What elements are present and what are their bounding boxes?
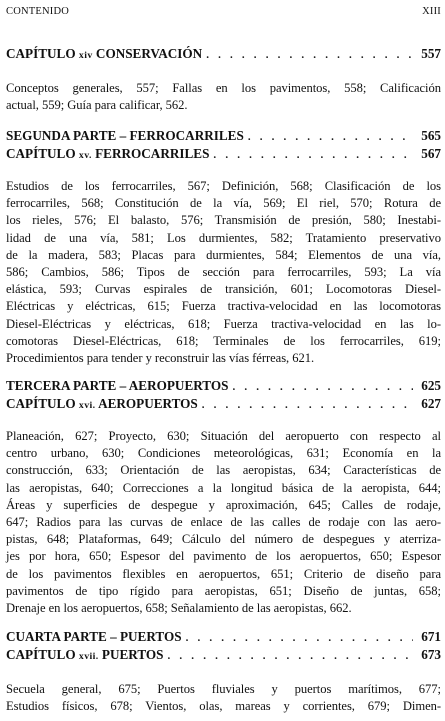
toc-entry-title: CUARTA PARTE – PUERTOS <box>6 629 182 644</box>
dot-leader <box>202 397 413 414</box>
toc-entry-title: CAPÍTULO xiv CONSERVACIÓN <box>6 46 203 61</box>
toc-paragraph-cap16: Planeación, 627; Proyecto, 630; Situación del aeropuerto con respecto al centro urbano, 630; Condiciones meteorológicas, 631; Economía en la construcción, 633; Orientación de las aeropistas, 634; Características de las aeropistas, 640; Correcciones a la longitud básica de la aeropista, 644; Áreas y superficies de despegue y aproximación, 645; Calles de rodaje, 647; Radios para las curvas de enlace de las calles de rodaje con las aero- pistas, 648; Plataformas, 649; Cálculo del número de despegues y aterriza- jes por hora, 650; Espesor del pavimento de los aeropuertos, 650; Espesor de los pavimentos flexibles en aeropuertos, 651; Criterio de diseño para pavimentos de tipo rígido para aeropistas, 651; Diseño de juntas, 658; Drenaje en los aeropuertos, 658; Señalamiento de las aeropistas, 662. <box>6 429 441 615</box>
dot-leader <box>206 47 413 64</box>
toc-entry-parte2[interactable] <box>6 127 441 144</box>
dot-leader <box>248 129 413 146</box>
toc-entry-cap15[interactable] <box>6 145 441 162</box>
toc-entry-title: CAPÍTULO xv. FERROCARRILES <box>6 146 210 161</box>
toc-entry-cap16[interactable] <box>6 395 441 412</box>
toc-entry-page: 671 <box>421 629 441 644</box>
dot-leader <box>232 379 413 396</box>
toc-entry-page: 625 <box>421 378 441 393</box>
toc-entry-title: CAPÍTULO xvi. AEROPUERTOS <box>6 396 198 411</box>
toc-entry-title: SEGUNDA PARTE – FERROCARRILES <box>6 128 244 143</box>
toc-entry-page: 565 <box>421 128 441 143</box>
running-head <box>6 6 441 20</box>
toc-entry-page: 567 <box>421 146 441 161</box>
toc-paragraph-cap14: Conceptos generales, 557; Fallas en los pavimentos, 558; Calificación actual, 559; Guía para calificar, 562. <box>6 81 441 113</box>
toc-entry-parte4[interactable] <box>6 628 441 645</box>
dot-leader <box>213 147 413 164</box>
toc-entry-page: 627 <box>421 396 441 411</box>
toc-entry-cap14[interactable] <box>6 45 441 62</box>
running-head-title: CONTENIDO <box>6 6 70 17</box>
dot-leader <box>168 648 414 665</box>
toc-entry-cap17[interactable] <box>6 646 441 663</box>
page-number-roman: XIII <box>422 6 441 17</box>
dot-leader <box>186 630 413 647</box>
toc-entry-title: CAPÍTULO xvii. PUERTOS <box>6 647 164 662</box>
toc-entry-parte3[interactable] <box>6 377 441 394</box>
toc-paragraph-cap15: Estudios de los ferrocarriles, 567; Definición, 568; Clasificación de los ferrocarriles, 568; Constitución de la vía, 569; El riel, 570; Rotura de los rieles, 576; El balasto, 576; Transmisión de presión, 580; Inestabi- lidad de una vía, 581; Los durmientes, 582; Tratamiento preservativo de la madera, 583; Placas para durmientes, 584; Elementos de una vía, 586; Cambios, 586; Tipos de sección para ferrocarriles, 593; La vía elástica, 593; Curvas espirales de transición, 601; Locomotoras Diesel- Eléctricas y eléctricas, 615; Fuerza tractiva-velocidad en las locomotoras Diesel-Eléctricas y eléctricas, 618; Fuerza tractiva-velocidad en las lo- comotoras Diesel-Eléctricas, 618; Terminales de los ferrocarriles, 619; Procedimientos para tender y reconstruir las vías férreas, 621. <box>6 179 441 365</box>
toc-entry-page: 557 <box>421 46 441 61</box>
toc-entry-title: TERCERA PARTE – AEROPUERTOS <box>6 378 229 393</box>
toc-entry-page: 673 <box>421 647 441 662</box>
toc-paragraph-cap17: Secuela general, 675; Puertos fluviales y puertos marítimos, 677; Estudios físicos, 678; Vientos, olas, mareas y corrientes, 679; Dimen- <box>6 682 441 714</box>
